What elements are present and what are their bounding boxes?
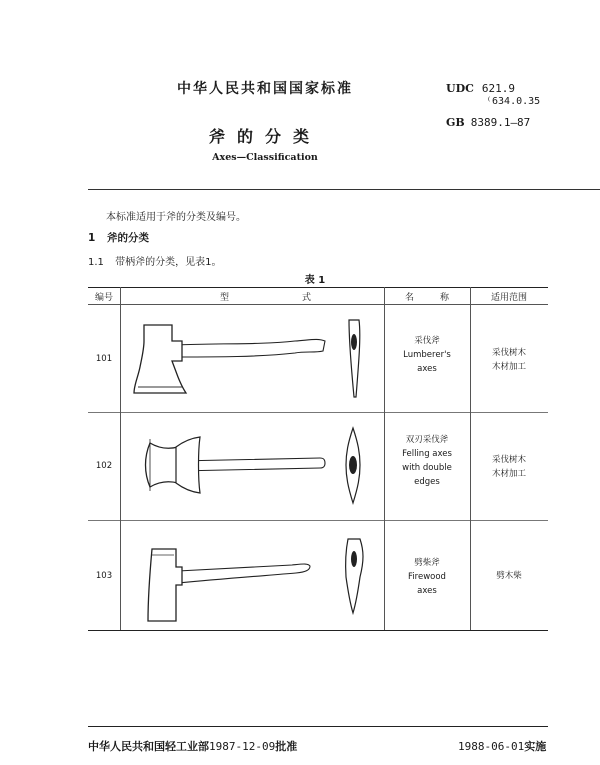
- row-103-code: 103: [95, 571, 113, 581]
- subsection-1-1-text: 带柄斧的分类，见表1。: [115, 257, 222, 268]
- gb-number: 8389.1—87: [470, 116, 531, 129]
- row-102-name: [384, 433, 470, 489]
- implementation-suffix: 实施: [524, 740, 547, 753]
- header-name-a: 名: [405, 293, 415, 303]
- row-101-name-cn: 采伐斧: [414, 336, 440, 346]
- row-102-name-en-3: edges: [414, 477, 440, 487]
- header-name-b: 称: [440, 293, 450, 303]
- section-1-title: 斧的分类: [106, 232, 149, 244]
- row-103-name-en-2: axes: [417, 586, 437, 596]
- header-code: 编号: [94, 293, 113, 303]
- udc-value-1: 621.9: [481, 82, 516, 95]
- row-103-illustration: [120, 521, 384, 630]
- section-1-heading: [88, 230, 149, 245]
- section-1-number: 1: [88, 232, 96, 244]
- row-101-illustration: [120, 305, 384, 412]
- row-102-name-en-2: with double: [402, 463, 452, 473]
- header-shape-b: 式: [302, 293, 312, 303]
- udc-value-2: ⁽634.0.35: [486, 96, 541, 107]
- gb-line: [446, 116, 530, 129]
- subsection-1-1: [88, 253, 221, 268]
- approval-org: 中华人民共和国轻工业部: [88, 740, 209, 753]
- udc-line: [446, 82, 515, 95]
- row-103-scope: [470, 569, 548, 583]
- row-101-scope-2: 木材加工: [491, 362, 526, 372]
- row-103-name-cn: 劈柴斧: [414, 558, 440, 568]
- row-103-name: [384, 556, 470, 598]
- approval-line: [88, 738, 297, 754]
- row-101-scope: [470, 346, 548, 374]
- firewood-axe-drawing: [120, 521, 384, 630]
- row-102-name-en-1: Felling axes: [402, 449, 452, 459]
- double-edge-axe-drawing: [120, 413, 384, 520]
- row-102-illustration: [120, 413, 384, 520]
- document-subtitle: Axes—Classification: [212, 152, 318, 163]
- approval-date: 1987-12-09: [209, 740, 276, 753]
- implementation-line: [458, 738, 546, 754]
- intro-paragraph: 本标准适用于斧的分类及编号。: [106, 212, 246, 223]
- row-101-name-en-2: axes: [417, 364, 437, 374]
- document-title: 斧的分类: [208, 127, 321, 146]
- row-101-code: 101: [95, 354, 113, 364]
- lumberer-axe-drawing: [120, 305, 384, 412]
- gb-label: GB: [446, 116, 465, 129]
- table-caption: 表 1: [304, 275, 326, 286]
- standard-title: 中华人民共和国国家标准: [177, 81, 353, 97]
- header-shape-a: 型: [220, 293, 230, 303]
- row-103-name-en-1: Firewood: [408, 572, 446, 582]
- row-102-scope-2: 木材加工: [491, 469, 526, 479]
- row-102-scope-1: 采伐树木: [491, 455, 526, 465]
- udc-label: UDC: [446, 82, 474, 95]
- table-top-rule: [88, 287, 548, 288]
- row-102-name-cn: 双刃采伐斧: [405, 435, 449, 445]
- table-bottom-rule: [88, 630, 548, 631]
- footer-rule: [88, 726, 548, 727]
- header-scope: 适用范围: [490, 293, 527, 303]
- row-101-scope-1: 采伐树木: [491, 348, 526, 358]
- row-101-name: [384, 334, 470, 376]
- row-103-scope-1: 劈木柴: [496, 571, 522, 581]
- row-102-code: 102: [95, 461, 113, 471]
- implementation-date: 1988-06-01: [458, 740, 525, 753]
- subsection-1-1-number: 1.1: [88, 257, 104, 268]
- approval-suffix: 批准: [275, 740, 298, 753]
- row-101-name-en-1: Lumberer's: [403, 350, 451, 360]
- row-102-scope: [470, 453, 548, 481]
- header-divider: [88, 189, 600, 190]
